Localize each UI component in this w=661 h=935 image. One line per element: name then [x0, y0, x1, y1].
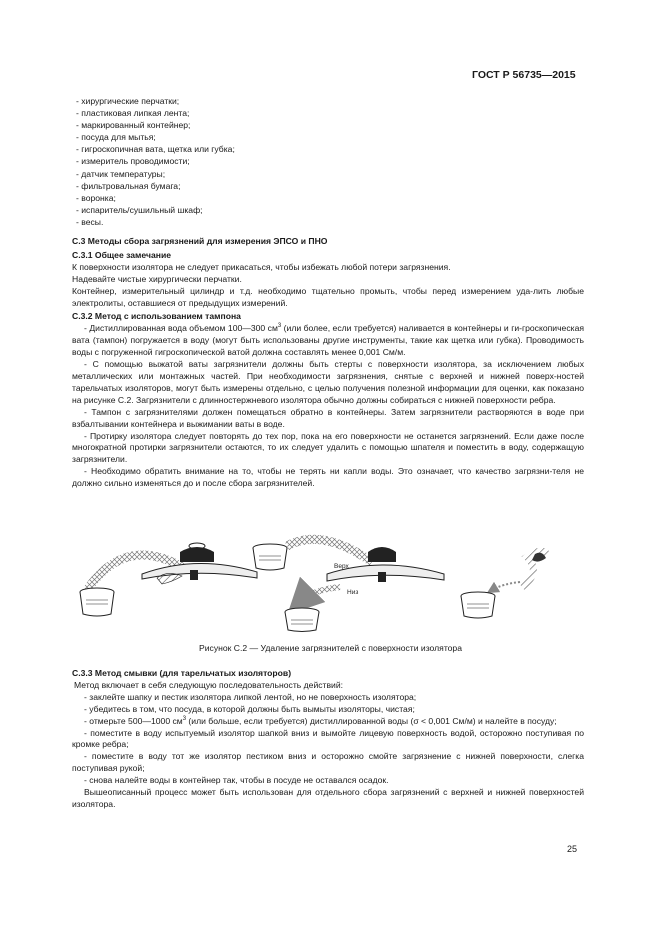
container-center-bottom — [285, 608, 319, 632]
list-item: - измеритель проводимости; — [76, 156, 190, 167]
paragraph: Вышеописанный процесс может быть использован для отдельного сбора загрязнений с верхней и нижней поверхностей изолятора. — [72, 787, 584, 809]
label-top: Верх — [334, 563, 349, 570]
insulator-left — [142, 543, 257, 584]
paragraph: К поверхности изолятора не следует прикасаться, чтобы избежать любой потери загрязнения. — [72, 261, 451, 272]
paragraph: Контейнер, измерительный цилиндр и т.д. необходимо тщательно промыть, чтобы перед измерением уда-лить любые электролиты, оставшиеся от предыдущих измерений. — [72, 285, 584, 308]
paragraph: - С помощью выжатой ваты загрязнители должны быть стерты с поверхности изолятора, за исключением любых металлических или монтажных частей. При необходимости загрязнения, снятые с верхней и нижней поверх-ностей тарельчатых изоляторов, могут быть измерены отдельно, с целью получения полезной информации для оценки, как показано на рисунке С.2. Загрязнители с длинностержневого изолятора обычно должны собираться с нижней поверхности ребра. — [72, 359, 584, 405]
figure-caption: Рисунок С.2 — Удаление загрязнителей с поверхности изолятора — [199, 643, 462, 653]
equipment-list — [72, 95, 584, 228]
list-item: - фильтровальная бумага; — [76, 180, 181, 191]
paragraph — [72, 323, 584, 359]
paragraph — [72, 716, 584, 728]
page-number: 25 — [567, 844, 578, 854]
standard-header: ГОСТ Р 56735—2015 — [472, 69, 576, 81]
text-run: (или больше, если требуется) дистиллированной воды (σ < 0,001 См/м) и налейте в посуду; — [186, 715, 557, 726]
list-item: - гигроскопичная вата, щетка или губка; — [76, 144, 235, 155]
list-item: - весы. — [76, 216, 104, 227]
body-text-bottom — [72, 666, 584, 811]
container-center-top — [253, 544, 287, 570]
list-item: - посуда для мытья; — [76, 132, 156, 143]
list-item: - испаритель/сушильный шкаф; — [76, 204, 203, 215]
text-run: (или более, если требуется) наливается в контейнеры и ги-гроскопическая вата (тампон) погружается в воду (могут быть использованы другие инструменты, такие как щетка или губка). Проводимость воды с погруженной гигроскопической ватой должна составлять менее 0,001 См/м. — [72, 323, 585, 358]
wipe-arc-center — [287, 539, 372, 562]
paragraph: - заклейте шапку и пестик изолятора липкой лентой, но не поверхность изолятора; — [84, 691, 417, 702]
paragraph: Надевайте чистые хирургически перчатки. — [72, 273, 242, 284]
list-item: - маркированный контейнер; — [76, 120, 191, 131]
list-item: - датчик температуры; — [76, 168, 166, 179]
section-c33-heading: С.3.3 Метод смывки (для тарельчатых изоляторов) — [72, 668, 292, 678]
list-item: - хирургические перчатки; — [76, 96, 180, 106]
paragraph: - снова налейте воды в контейнер так, чтобы в посуде не оставался осадок. — [84, 775, 389, 786]
paragraph: Метод включает в себя следующую последовательность действий: — [74, 679, 344, 690]
arrow-right — [492, 582, 520, 590]
wipe-arc-down — [300, 587, 340, 602]
list-item: - воронка; — [76, 192, 116, 203]
label-bottom: Низ — [347, 589, 359, 596]
list-item: - пластиковая липкая лента; — [76, 108, 190, 119]
container-right — [461, 592, 495, 618]
body-text-top — [72, 95, 584, 490]
text-run: - отмерьте 500—1000 см — [84, 715, 183, 726]
container-left — [80, 588, 114, 616]
section-c31-heading: С.3.1 Общее замечание — [72, 249, 171, 260]
superscript: 3 — [182, 715, 187, 722]
paragraph: - Необходимо обратить внимание на то, чтобы не терять ни капли воды. Это означает, что качество загрязни-теля не должно сильно изменяться до и после сбора загрязнителей. — [72, 466, 584, 489]
paragraph: - Протирку изолятора следует повторять до тех пор, пока на его поверхности не останется загрязнений. Если даже после многократной протирки загрязнители остаются, то их следует удалить с помощью шпателя и поместить в воду, содержащую загрязнители. — [72, 430, 584, 465]
figure-insulator-cleaning — [72, 532, 592, 632]
paragraph: - поместите в воду испытуемый изолятор шапкой вниз и вымойте лицевую поверхность водой, осторожно поступивая по кромке ребра; — [72, 727, 584, 750]
section-c3-heading: С.3 Методы сбора загрязнений для измерения ЭПСО и ПНО — [72, 236, 328, 247]
superscript: 3 — [277, 323, 282, 330]
paragraph: - Тампон с загрязнителями должен помещаться обратно в контейнеры. Затем загрязнители растворяются в воде при взбалтывании контейнера и выжимании ваты в воде. — [72, 406, 584, 429]
section-c32-heading: С.3.2 Метод с использованием тампона — [72, 311, 241, 322]
paragraph: - поместите в воду тот же изолятор пестиком вниз и осторожно смойте загрязнение с нижней поверхности, слегка поступивая рукой; — [72, 751, 584, 774]
text-run: - Дистиллированная вода объемом 100—300 см — [84, 323, 278, 334]
paragraph: - убедитесь в том, что посуда, в которой должны быть вымыты изоляторы, чистая; — [84, 703, 415, 714]
